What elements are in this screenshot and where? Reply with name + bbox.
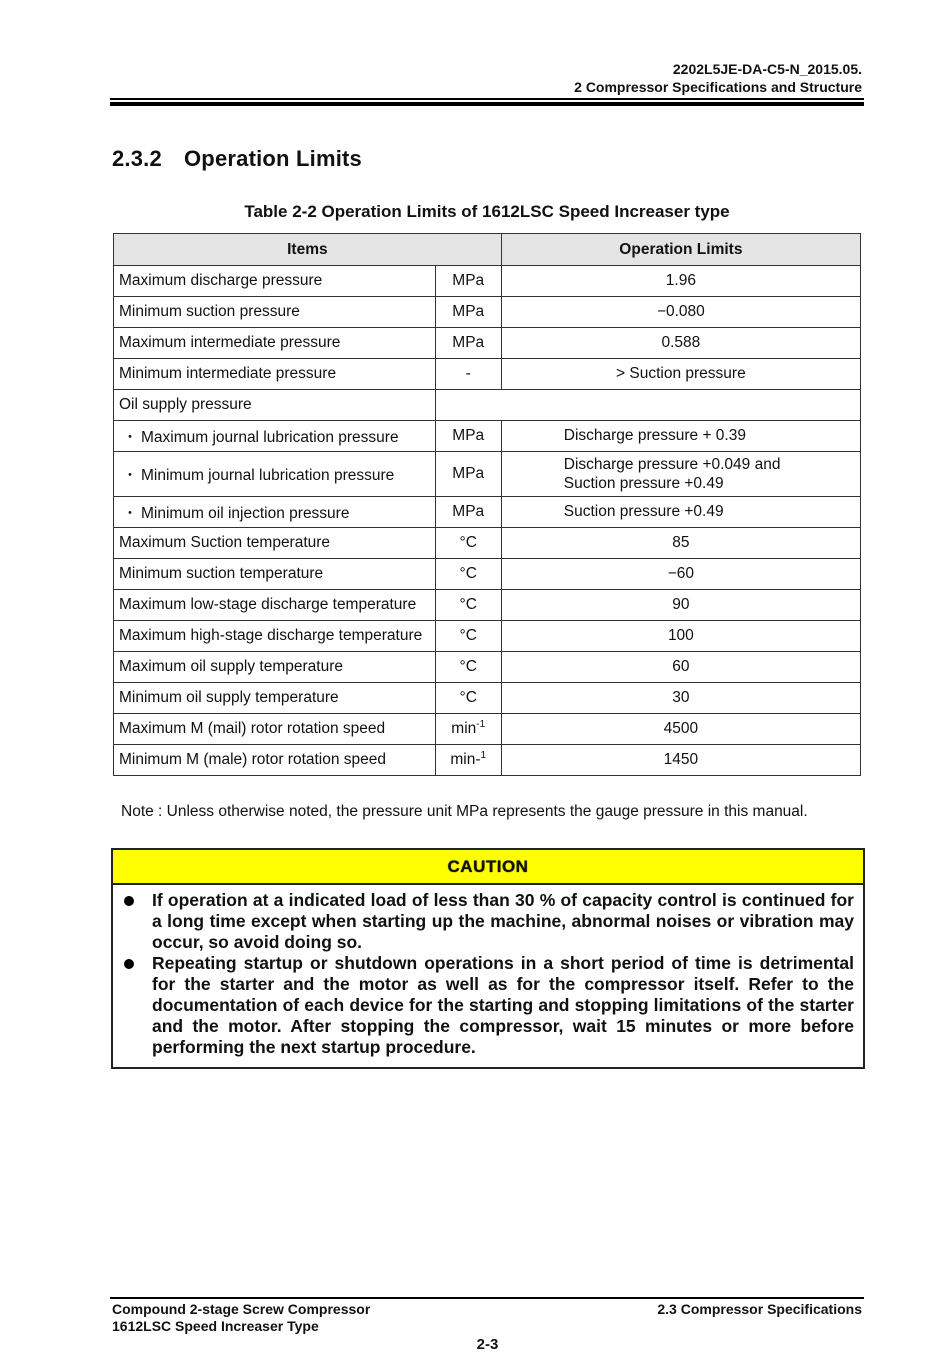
row-limit: 4500 [501, 714, 860, 745]
chapter-title: 2 Compressor Specifications and Structure [574, 79, 862, 95]
operation-limits-table [113, 233, 861, 776]
section-number: 2.3.2 [112, 146, 162, 171]
row-limit: −60 [501, 559, 860, 590]
row-item: Maximum low-stage discharge temperature [114, 590, 436, 621]
row-limit: 60 [501, 652, 860, 683]
table-row [114, 266, 861, 297]
row-item: Minimum suction temperature [114, 559, 436, 590]
section-title: Operation Limits [184, 146, 362, 171]
row-unit: MPa [435, 328, 501, 359]
row-unit: min-$^1$ [435, 745, 501, 776]
row-unit: °C [435, 528, 501, 559]
table-row [114, 590, 861, 621]
bullet-icon [124, 896, 134, 906]
row-item: ・ Minimum oil injection pressure [114, 497, 436, 528]
footer-left [112, 1301, 370, 1335]
row-item: Oil supply pressure [114, 390, 436, 421]
row-item: Maximum Suction temperature [114, 528, 436, 559]
row-limit: 1.96 [501, 266, 860, 297]
bullet-icon [124, 959, 134, 969]
table-row [114, 745, 861, 776]
row-item: Maximum oil supply temperature [114, 652, 436, 683]
table-row-group-heading [114, 390, 861, 421]
row-unit: °C [435, 683, 501, 714]
section-heading [112, 146, 362, 172]
row-item: Maximum M (mail) rotor rotation speed [114, 714, 436, 745]
footer-product: Compound 2-stage Screw Compressor [112, 1301, 371, 1317]
footer-section: 2.3 Compressor Specifications [657, 1301, 862, 1317]
row-limit: 30 [501, 683, 860, 714]
row-unit: $\min^{-1}$ [435, 714, 501, 745]
row-empty [435, 390, 860, 421]
caution-box [111, 848, 865, 1069]
row-unit: °C [435, 559, 501, 590]
header-rule-thick [110, 102, 864, 106]
row-unit: MPa [435, 497, 501, 528]
caution-title: CAUTION [447, 857, 529, 876]
table-header-row [114, 234, 861, 266]
row-item: Maximum intermediate pressure [114, 328, 436, 359]
row-item: ・ Minimum journal lubrication pressure [114, 452, 436, 497]
row-item: Minimum M (male) rotor rotation speed [114, 745, 436, 776]
row-unit: MPa [435, 421, 501, 452]
footer-type: 1612LSC Speed Increaser Type [112, 1318, 319, 1334]
row-unit: MPa [435, 452, 501, 497]
pressure-note: Note : Unless otherwise noted, the pressure unit MPa represents the gauge pressure in this manual. [121, 803, 808, 820]
table-row [114, 297, 861, 328]
row-item: Minimum oil supply temperature [114, 683, 436, 714]
table-row [114, 421, 861, 452]
row-limit: −0.080 [501, 297, 860, 328]
table-row [114, 359, 861, 390]
header-operation-limits: Operation Limits [501, 234, 860, 266]
row-limit: Discharge pressure + 0.39 [501, 421, 860, 452]
row-limit: 0.588 [501, 328, 860, 359]
row-unit: MPa [435, 266, 501, 297]
row-limit: Suction pressure +0.49 [501, 497, 860, 528]
table-row [114, 497, 861, 528]
row-limit: Discharge pressure +0.049 and Suction pressure +0.49 [501, 452, 860, 497]
table-row [114, 328, 861, 359]
header-rule [110, 98, 864, 100]
row-limit: 1450 [501, 745, 860, 776]
page-header [574, 60, 862, 96]
page-number: 2-3 [476, 1336, 499, 1353]
bullet-mark: ・ [122, 429, 138, 446]
row-item: Maximum high-stage discharge temperature [114, 621, 436, 652]
row-unit: °C [435, 652, 501, 683]
row-item: ・ Maximum journal lubrication pressure [114, 421, 436, 452]
row-unit: °C [435, 621, 501, 652]
caution-item: Repeating startup or shutdown operations in a short period of time is detrimental for the starter and the motor as well as for the compressor itself. Refer to the documentation of each device for the starting and stopping limitations of the starter and the motor. After stopping the compressor, wait 15 minutes or more before performing the next startup procedure. [113, 953, 863, 1058]
footer-rule [110, 1297, 864, 1299]
table-row [114, 452, 861, 497]
row-item: Minimum suction pressure [114, 297, 436, 328]
row-item: Minimum intermediate pressure [114, 359, 436, 390]
table-caption: Table 2-2 Operation Limits of 1612LSC Speed Increaser type [244, 202, 730, 221]
header-items: Items [114, 234, 502, 266]
caution-item: If operation at a indicated load of less than 30 % of capacity control is continued for a long time except when starting up the machine, abnormal noises or vibration may occur, so avoid doing so. [113, 890, 863, 953]
row-item: Maximum discharge pressure [114, 266, 436, 297]
row-limit: 90 [501, 590, 860, 621]
row-unit: - [435, 359, 501, 390]
table-row [114, 683, 861, 714]
bullet-mark: ・ [122, 505, 138, 522]
table-row [114, 621, 861, 652]
table-row [114, 559, 861, 590]
row-limit: 85 [501, 528, 860, 559]
bullet-mark: ・ [122, 467, 138, 484]
table-row [114, 714, 861, 745]
caution-list [113, 890, 863, 1058]
row-unit: °C [435, 590, 501, 621]
table-row [114, 528, 861, 559]
caution-header [113, 850, 863, 885]
row-unit: MPa [435, 297, 501, 328]
row-limit: > Suction pressure [501, 359, 860, 390]
row-limit: 100 [501, 621, 860, 652]
doc-id: 2202L5JE-DA-C5-N_2015.05. [672, 61, 862, 77]
table-row [114, 652, 861, 683]
